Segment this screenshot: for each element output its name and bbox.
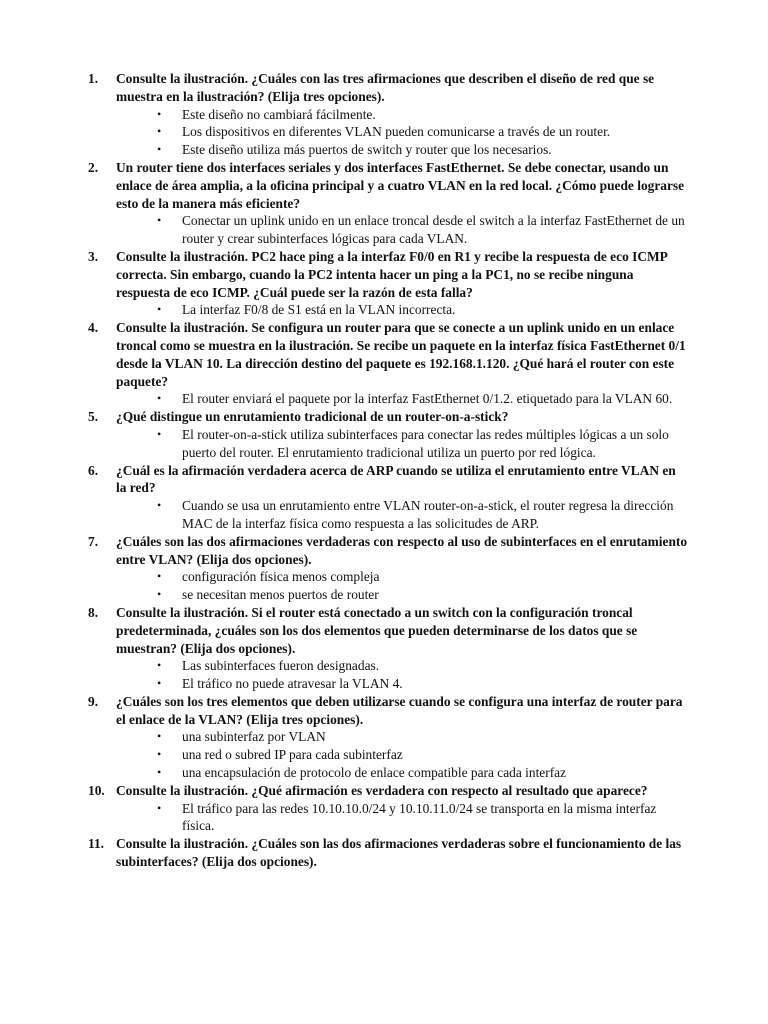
answer-list [88,800,688,836]
question-text-block [88,782,688,800]
question-number: 7. [88,533,99,549]
question-text: Consulte la ilustración. Si el router está conectado a un switch con la configuración troncal predeterminada, ¿cuáles son los dos elementos que pueden determinarse de los datos que se muestran? (Elija dos opciones). [116,604,638,656]
answer-item [88,675,688,693]
bullet-icon: • [157,729,162,744]
question-text: ¿Cuál es la afirmación verdadera acerca de ARP cuando se utiliza el enrutamiento entre VLAN en la red? [116,462,676,496]
answer-list [88,106,688,159]
question-text-block [88,408,688,426]
answer-item [88,746,688,764]
question-text-block [88,248,688,301]
question-number: 8. [88,604,99,620]
bullet-icon: • [157,498,162,513]
question-number: 6. [88,462,99,478]
question-item [88,408,688,461]
question-text-block [88,70,688,106]
question-item [88,70,688,159]
answer-item [88,764,688,782]
answer-text: Este diseño no cambiará fácilmente. [182,106,376,122]
answer-text: configuración física menos compleja [182,569,380,585]
question-number: 5. [88,409,99,425]
bullet-icon: • [157,142,162,157]
answer-list [88,497,688,533]
bullet-icon: • [157,676,162,691]
question-item [88,693,688,782]
answer-item [88,141,688,159]
question-text-block [88,533,688,569]
answer-text: La interfaz F0/8 de S1 está en la VLAN incorrecta. [182,302,456,318]
answer-list [88,212,688,248]
answer-list [88,728,688,781]
answer-list [88,657,688,693]
bullet-icon: • [157,587,162,602]
question-number: 1. [88,71,99,86]
answer-item [88,497,688,533]
question-item [88,319,688,408]
question-item [88,462,688,533]
answer-item [88,106,688,124]
answer-item [88,426,688,462]
question-text: Consulte la ilustración. ¿Cuáles con las tres afirmaciones que describen el diseño de red que se muestra en la ilustración? (Elija tres opciones). [116,71,655,104]
bullet-icon: • [157,747,162,762]
bullet-icon: • [157,765,162,780]
answer-item [88,728,688,746]
question-number: 10. [88,782,105,798]
question-text-block [88,835,688,871]
question-text: Consulte la ilustración. ¿Qué afirmación es verdadera con respecto al resultado que aparece? [116,782,648,798]
question-item [88,782,688,835]
question-text: Consulte la ilustración. PC2 hace ping a la interfaz F0/0 en R1 y recibe la respuesta de eco ICMP correcta. Sin embargo, cuando la PC2 intenta hacer un ping a la PC1, no se recibe ninguna respuesta de eco ICMP. ¿Cuál puede ser la razón de esta falla? [116,248,668,300]
bullet-icon: • [157,106,162,121]
answer-item [88,123,688,141]
answer-text: una subinterfaz por VLAN [182,729,326,745]
question-text-block [88,319,688,390]
answer-item [88,800,688,836]
question-number: 3. [88,248,99,264]
bullet-icon: • [157,391,162,406]
question-text: ¿Qué distingue un enrutamiento tradicional de un router-on-a-stick? [116,409,509,425]
answer-text: Los dispositivos en diferentes VLAN pueden comunicarse a través de un router. [182,124,611,140]
answer-text: El tráfico para las redes 10.10.10.0/24 y 10.10.11.0/24 se transporta en la misma interfaz física. [182,800,657,834]
bullet-icon: • [157,124,162,139]
answer-item [88,390,688,408]
answer-text: una encapsulación de protocolo de enlace compatible para cada interfaz [182,765,567,781]
bullet-icon: • [157,569,162,584]
question-text: Consulte la ilustración. ¿Cuáles son las dos afirmaciones verdaderas sobre el funcionamiento de las subinterfaces? (Elija dos opciones). [116,836,682,870]
answer-item [88,586,688,604]
question-item [88,248,688,319]
answer-list [88,301,688,319]
question-number: 4. [88,320,99,336]
question-item [88,835,688,871]
question-text: ¿Cuáles son las dos afirmaciones verdaderas con respecto al uso de subinterfaces en el enrutamiento entre VLAN? (Elija dos opciones). [116,533,688,567]
answer-list [88,390,688,408]
bullet-icon: • [157,426,162,441]
question-text-block [88,462,688,498]
question-item [88,604,688,693]
answer-item [88,657,688,675]
answer-text: El router enviará el paquete por la interfaz FastEthernet 0/1.2. etiquetado para la VLAN 60. [182,391,673,407]
answer-text: Conectar un uplink unido en un enlace troncal desde el switch a la interfaz FastEthernet de un router y crear subinterfaces lógicas para cada VLAN. [182,213,685,247]
question-number: 2. [88,159,99,175]
question-item [88,533,688,604]
answer-text: una red o subred IP para cada subinterfaz [182,747,403,763]
question-text-block [88,693,688,729]
bullet-icon: • [157,302,162,317]
question-text: Un router tiene dos interfaces seriales y dos interfaces FastEthernet. Se debe conectar, usando un enlace de área amplia, a la oficina principal y a cuatro VLAN en la red local. ¿Cómo puede lograrse esto de la manera más eficiente? [116,159,685,211]
question-number: 11. [88,836,104,852]
question-text: ¿Cuáles son los tres elementos que deben utilizarse cuando se configura una interfaz de router para el enlace de la VLAN? (Elija tres opciones). [116,693,683,727]
answer-text: se necesitan menos puertos de router [182,587,379,603]
answer-text: Las subinterfaces fueron designadas. [182,658,380,674]
bullet-icon: • [157,800,162,815]
question-text: Consulte la ilustración. Se configura un router para que se conecte a un uplink unido en un enlace troncal como se muestra en la ilustración. Se recibe un paquete en la interfaz física FastEthernet 0/1 desde la VLAN 10. La dirección destino del paquete es 192.168.1.120. ¿Qué hará el router con este paquete? [116,320,686,389]
answer-item [88,301,688,319]
bullet-icon: • [157,213,162,228]
answer-text: Este diseño utiliza más puertos de switch y router que los necesarios. [182,142,552,158]
answer-text: Cuando se usa un enrutamiento entre VLAN router-on-a-stick, el router regresa la dirección MAC de la interfaz física como respuesta a las solicitudes de ARP. [182,498,674,531]
answer-item [88,568,688,586]
question-item [88,159,688,248]
answer-list [88,426,688,462]
question-text-block [88,604,688,657]
answer-text: El router-on-a-stick utiliza subinterfaces para conectar las redes múltiples lógicas a un solo puerto del router. El enrutamiento tradicional utiliza un puerto por red lógica. [182,426,669,460]
answer-list [88,568,688,604]
bullet-icon: • [157,658,162,673]
question-text-block [88,159,688,212]
question-number: 9. [88,693,99,709]
answer-text: El tráfico no puede atravesar la VLAN 4. [182,676,403,692]
question-list [88,70,688,871]
answer-item [88,212,688,248]
